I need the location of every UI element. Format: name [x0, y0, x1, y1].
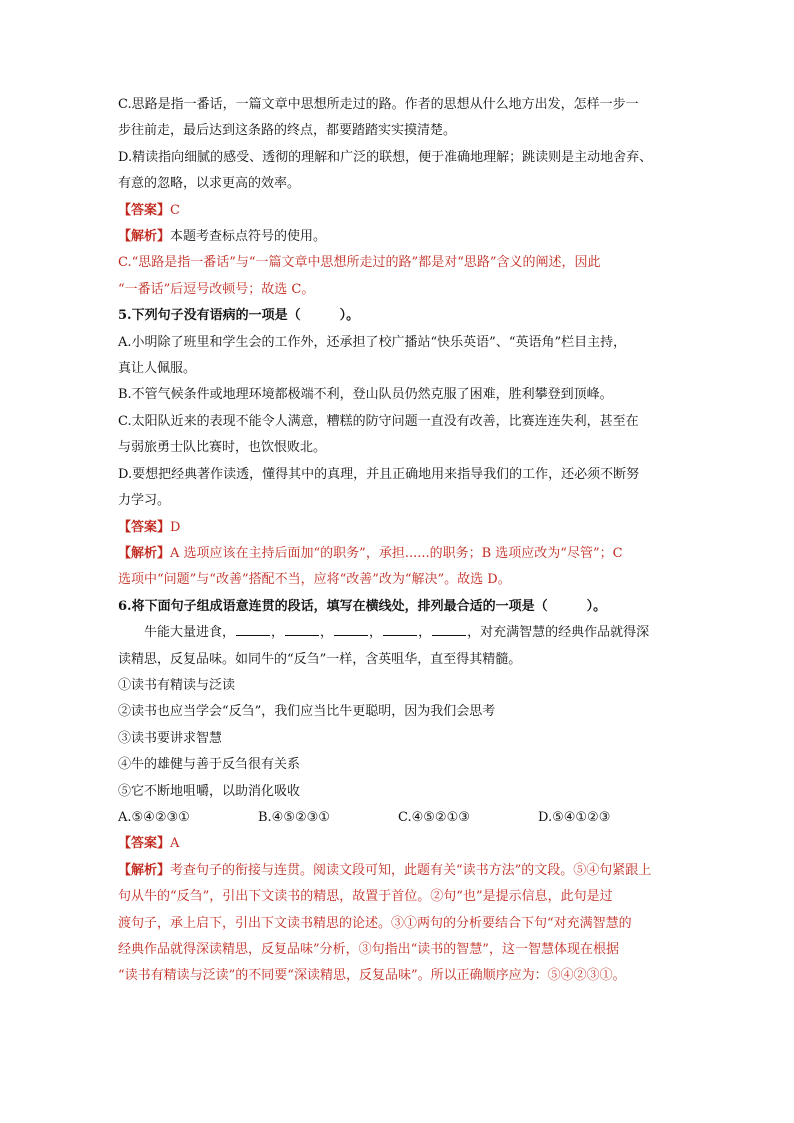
prev-option-d-line1: D.精读指向细腻的感受、透彻的理解和广泛的联想，便于准确地理解；跳读则是主动地舍弃、	[118, 149, 653, 165]
blank-4[interactable]	[383, 623, 417, 636]
prev-answer	[118, 198, 678, 224]
blank-3[interactable]	[334, 623, 368, 636]
document-page	[118, 92, 678, 990]
answer-tag: 【答案】	[118, 836, 171, 852]
q6-analysis-line4: 经典作品就得深读精思，反复品味”分析，③句指出“读书的智慧”，这一智慧体现在根据	[118, 942, 619, 957]
analysis-text: 本题考查标点符号的使用。	[170, 229, 327, 245]
prev-analysis-line2: C.“思路是指一番话”与“一篇文章中思想所走过的路”都是对“思路”含义的阐述，因此	[118, 255, 601, 271]
q6-option-b[interactable]: B.④⑤②③①	[258, 809, 330, 825]
q6-stem: 6.将下面句子组成语意连贯的段话，填写在横线处，排列最合适的一项是（ ）。	[118, 598, 607, 614]
q5-option-a-line2: 真让人佩服。	[118, 361, 197, 377]
blank-1[interactable]	[236, 623, 270, 636]
passage-sep: ，	[320, 625, 334, 641]
analysis-tag: 【解析】	[118, 229, 171, 245]
q6-analysis-line1	[118, 858, 678, 884]
passage-sep: ，	[271, 625, 285, 641]
answer-tag: 【答案】	[118, 202, 171, 218]
q6-sentence-4: ④牛的雄健与善于反刍很有关系	[118, 757, 301, 773]
q5-answer	[118, 515, 678, 541]
answer-value: D	[170, 519, 181, 535]
q5-option-b: B.不管气候条件或地理环境都极端不利，登山队员仍然克服了困难，胜利攀登到顶峰。	[118, 387, 613, 403]
passage-sep: ，	[369, 625, 383, 641]
q6-sentence-5: ⑤它不断地咀嚼，以助消化吸收	[118, 783, 301, 799]
prev-option-c-line2: 步往前走，最后达到这条路的终点，都要踏踏实实摸清楚。	[118, 123, 457, 139]
analysis-text: A 选项应该在主持后面加“的职务”，承担......的职务；B 选项应改为“尽管”；C	[170, 545, 623, 561]
q6-sentence-3: ③读书要讲求智慧	[118, 730, 223, 746]
q6-analysis-line2: 句从牛的“反刍”，引出下文读书的精思，故置于首位。②句“也”是提示信息，此句是过	[118, 889, 613, 905]
blank-5[interactable]	[432, 623, 466, 636]
q5-analysis-line1	[118, 541, 678, 567]
answer-value: A	[170, 836, 180, 852]
q5-option-d-line1: D.要想把经典著作读透，懂得其中的真理，并且正确地用来指导我们的工作，还必须不断努	[118, 466, 640, 482]
blank-2[interactable]	[285, 623, 319, 636]
q5-option-c-line1: C.太阳队近来的表现不能令人满意，糟糕的防守问题一直没有改善，比赛连连失利，甚至在	[118, 413, 639, 429]
q5-option-d-line2: 力学习。	[118, 493, 171, 509]
q6-sentence-2: ②读书也应当学会“反刍”，我们应当比牛更聪明，因为我们会思考	[118, 704, 496, 720]
q5-option-a-line1: A.小明除了班里和学生会的工作外，还承担了校广播站“快乐英语”、“英语角”栏目主持，	[118, 334, 627, 350]
analysis-tag: 【解析】	[118, 545, 171, 561]
q6-analysis-line5: “读书有精读与泛读”的不同要“深读精思，反复品味”。所以正确顺序应为：⑤④②③①。	[118, 968, 626, 984]
analysis-tag: 【解析】	[118, 862, 171, 878]
q6-option-d[interactable]: D.⑤④①②③	[538, 809, 611, 825]
q6-sentence-1: ①读书有精读与泛读	[118, 677, 236, 693]
prev-analysis-line3: “一番话”后逗号改顿号；故选 C。	[118, 281, 315, 297]
prev-analysis	[118, 224, 678, 250]
q6-option-c[interactable]: C.④⑤②①③	[398, 809, 470, 825]
passage-start: 牛能大量进食，	[144, 625, 236, 641]
q5-analysis-line2: 选项中“问题”与“改善”搭配不当，应将“改善”改为“解决”。故选 D。	[118, 572, 511, 588]
passage-sep: ，	[418, 625, 432, 641]
q5-stem: 5.下列句子没有语病的一项是（ ）。	[118, 308, 360, 324]
q6-passage-line1	[118, 620, 678, 646]
prev-option-d-line2: 有意的忽略，以求更高的效率。	[118, 176, 301, 192]
q6-analysis-line3: 渡句子，承上启下，引出下文读书精思的论述。③①两句的分析要结合下句“对充满智慧的	[118, 915, 632, 931]
analysis-text: 考查句子的衔接与连贯。阅读文段可知，此题有关“读书方法”的文段。⑤④句紧跟上	[170, 862, 652, 878]
q6-option-a[interactable]: A.⑤④②③①	[118, 809, 190, 825]
q6-passage-line2: 读精思，反复品味。如同牛的“反刍”一样，含英咀华，直至得其精髓。	[118, 651, 522, 667]
passage-end: ，对充满智慧的经典作品就得深	[467, 625, 650, 641]
q6-answer	[118, 831, 678, 857]
prev-option-c-line1: C.思路是指一番话，一篇文章中思想所走过的路。作者的思想从什么地方出发，怎样一步一	[118, 97, 639, 112]
answer-value: C	[170, 202, 180, 218]
q5-option-c-line2: 与弱旅勇士队比赛时，也饮恨败北。	[118, 440, 327, 456]
q6-options	[118, 805, 678, 831]
answer-tag: 【答案】	[118, 519, 171, 535]
